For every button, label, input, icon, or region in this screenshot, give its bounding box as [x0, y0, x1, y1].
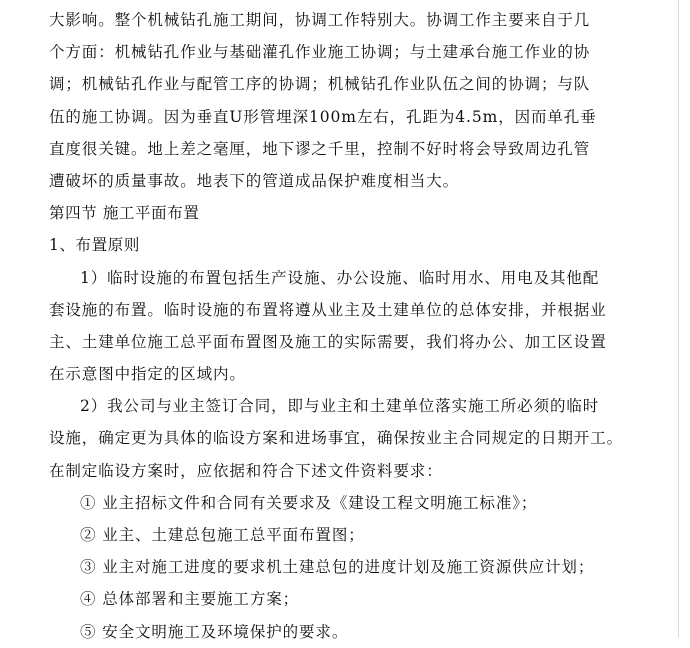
list-item: ③ 业主对施工进度的要求机土建总包的进度计划及施工资源供应计划；: [80, 558, 595, 577]
section-title: 第四节 施工平面布置: [49, 204, 200, 223]
text-line: 个方面：机械钻孔作业与基础灌孔作业施工协调；与土建承台施工作业的协: [49, 43, 591, 62]
list-item: ① 业主招标文件和合同有关要求及《建设工程文明施工标准》；: [80, 493, 538, 512]
document-body: [49, 4, 677, 648]
text-line: 在示意图中指定的区域内。: [49, 365, 246, 384]
text-line: 调；机械钻孔作业与配管工序的协调；机械钻孔作业队伍之间的协调；与队: [49, 75, 591, 94]
text-line: 套设施的布置。临时设施的布置将遵从业主及土建单位的总体安排，并根据业: [49, 300, 607, 319]
text-line: 1）临时设施的布置包括生产设施、办公设施、临时用水、用电及其他配: [80, 268, 600, 287]
text-line: 伍的施工协调。因为垂直U形管埋深100m左右，孔距为4.5m，因而单孔垂: [49, 107, 597, 126]
text-line: 2）我公司与业主签订合同，即与业主和土建单位落实施工所必须的临时: [80, 397, 600, 416]
text-line: 遭破坏的质量事故。地表下的管道成品保护难度相当大。: [49, 171, 460, 190]
text-line: 主、土建单位施工总平面布置图及施工的实际需要，我们将办公、加工区设置: [49, 332, 607, 351]
requirements-list: [49, 487, 677, 648]
paragraph-contract: [49, 390, 677, 487]
list-item: ② 业主、土建总包施工总平面布置图；: [80, 526, 365, 544]
text-line: 在制定临设方案时，应依据和符合下述文件资料要求：: [49, 461, 443, 480]
page-edge-rule: [678, 0, 679, 638]
text-line: 设施，确定更为具体的临设方案和进场事宜，确保按业主合同规定的日期开工。: [49, 429, 624, 448]
subsection-title: 1、布置原则: [49, 236, 140, 255]
paragraph-temporary-facilities: [49, 262, 677, 391]
text-line: 大影响。整个机械钻孔施工期间，协调工作特别大。协调工作主要来自于几: [49, 11, 591, 29]
list-item: ⑤ 安全文明施工及环境保护的要求。: [80, 622, 349, 641]
text-line: 直度很关键。地上差之毫厘，地下谬之千里，控制不好时将会导致周边孔管: [49, 139, 591, 158]
list-item: ④ 总体部署和主要施工方案；: [80, 590, 300, 609]
paragraph-coordination: [49, 4, 677, 197]
